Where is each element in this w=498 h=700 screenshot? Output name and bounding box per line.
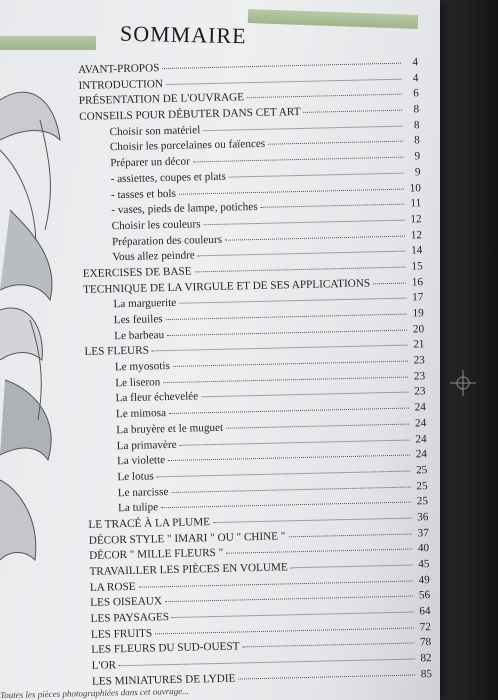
footnote: Toutes les pièces photographiées dans cet ouvrage...	[0, 685, 189, 700]
toc-entry-label: LES FLEURS DU SUD-OUEST	[91, 640, 240, 657]
toc-entry-page: 37	[417, 526, 429, 540]
toc-entry-page: 19	[412, 307, 424, 320]
toc-entry-page: 64	[419, 605, 431, 618]
toc-entry-label: LES OISEAUX	[90, 595, 163, 610]
toc-entry-label: Le mimosa	[115, 407, 167, 421]
toc-entry-page: 9	[414, 166, 421, 179]
toc-entry-label: Choisir les porcelaines ou faïences	[109, 138, 266, 154]
dot-leader	[161, 502, 411, 509]
dot-leader	[195, 267, 406, 273]
toc-entry-page: 24	[414, 401, 427, 414]
toc-entry-page: 15	[411, 260, 423, 273]
toc-entry-page: 25	[415, 464, 428, 477]
toc-entry-page: 36	[417, 511, 429, 524]
toc-entry-label: INTRODUCTION	[78, 77, 164, 92]
registration-mark-icon	[450, 370, 476, 396]
toc-entry-label: Les feuiles	[113, 313, 163, 327]
toc-entry-label: Choisir les couleurs	[111, 218, 201, 233]
toc-entry-page: 12	[410, 228, 423, 242]
toc-entry-page: 12	[410, 213, 422, 226]
toc-entry-page: 56	[418, 589, 431, 602]
dot-leader	[169, 408, 409, 414]
toc-entry-page: 4	[412, 71, 419, 85]
dot-leader	[229, 172, 404, 177]
dot-leader	[179, 298, 406, 304]
toc-entry-label: LES FRUITS	[90, 627, 153, 641]
dot-leader	[155, 627, 414, 634]
toc-entry-label: EXERCISES DE BASE	[82, 265, 192, 280]
dot-leader	[303, 110, 402, 113]
toc-entry-label: - assiettes, coupes et plats	[110, 170, 226, 186]
toc-entry-page: 6	[413, 87, 419, 100]
toc-entry-page: 8	[413, 119, 420, 132]
dot-leader	[168, 455, 410, 461]
toc-entry-page: 20	[412, 322, 425, 336]
toc-entry-label: DÉCOR " MILLE FLEURS "	[89, 547, 224, 563]
toc-entry-label: LA ROSE	[89, 580, 136, 594]
toc-entry-label: DÉCOR STYLE " IMARI " OU " CHINE "	[88, 530, 286, 547]
toc-entry-page: 78	[419, 636, 432, 649]
toc-entry-label: TECHNIQUE DE LA VIRGULE ET DE SES APPLICATIONS	[82, 277, 371, 296]
toc-entry-page: 10	[409, 181, 422, 195]
toc-entry-page: 9	[414, 150, 421, 163]
dot-leader	[243, 643, 415, 648]
toc-entry-label: LES FLEURS	[84, 344, 150, 359]
toc-entry-label: La violette	[116, 454, 166, 468]
dot-leader	[119, 659, 415, 667]
toc-entry-page: 24	[415, 432, 427, 445]
toc-entry-label: - tasses et bols	[110, 187, 177, 201]
toc-entry-page: 16	[411, 275, 424, 289]
toc-entry-label: La marguerite	[113, 297, 177, 311]
dot-leader	[291, 565, 413, 569]
toc-entry-label: TRAVAILLER LES PIÈCES EN VOLUME	[89, 561, 288, 578]
toc-entry-label: L'OR	[91, 659, 117, 672]
toc-entry-page: 23	[413, 354, 425, 367]
toc-entry-label: La fleur échevelée	[115, 390, 199, 405]
page-title: SOMMAIRE	[119, 20, 247, 49]
dot-leader	[225, 235, 405, 240]
toc-entry-page: 11	[410, 197, 422, 210]
toc-entry-label: Préparation des couleurs	[111, 233, 223, 248]
toc-entry-page: 49	[418, 573, 430, 587]
toc-entry-page: 24	[414, 417, 427, 430]
toc-entry-label: PRÉSENTATION DE L'OUVRAGE	[78, 91, 245, 108]
dot-leader	[157, 470, 411, 477]
toc-entry-page: 4	[412, 56, 419, 69]
dot-leader	[247, 94, 402, 99]
toc-entry-page: 24	[415, 448, 428, 461]
toc-entry-page: 8	[413, 103, 420, 116]
toc-entry-label: Choisir son matériel	[109, 123, 201, 139]
dot-leader	[268, 141, 403, 145]
dot-leader	[152, 345, 408, 352]
toc-entry-label: LE TRACÉ À LA PLUME	[88, 516, 211, 531]
dot-leader	[373, 282, 406, 284]
table-of-contents	[78, 56, 432, 691]
toc-entry-page: 45	[418, 558, 430, 571]
toc-entry-label: Le narcisse	[117, 485, 169, 499]
dot-leader	[203, 125, 402, 131]
toc-entry-page: 72	[419, 620, 431, 634]
toc-entry-page: 8	[414, 134, 420, 147]
dot-leader	[173, 361, 408, 367]
toc-entry-page: 14	[410, 244, 423, 257]
toc-entry-label: Vous allez peindre	[112, 249, 195, 264]
dot-leader	[166, 314, 407, 320]
toc-entry-label: - vases, pieds de lampe, potiches	[111, 201, 258, 217]
page-edge	[440, 0, 498, 700]
toc-entry-page: 82	[420, 652, 432, 665]
dot-leader	[139, 580, 413, 587]
morning-glory-illustration	[0, 60, 70, 580]
toc-entry-page: 17	[412, 291, 424, 304]
dot-leader	[162, 63, 401, 69]
dot-leader	[163, 376, 408, 383]
dot-leader	[288, 533, 411, 537]
dot-leader	[261, 204, 405, 208]
toc-entry-label: CONSEILS POUR DÉBUTER DANS CET ART	[79, 106, 301, 124]
toc-entry-page: 25	[416, 479, 428, 492]
toc-entry-page: 21	[413, 338, 425, 351]
toc-entry-label: Le barbeau	[114, 328, 165, 342]
dot-leader	[193, 157, 403, 163]
toc-entry-label: AVANT-PROPOS	[78, 62, 160, 76]
toc-entry-label: La tulipe	[117, 501, 159, 515]
dot-leader	[165, 596, 413, 603]
dot-leader	[238, 674, 415, 679]
dot-leader	[172, 612, 414, 618]
toc-entry-label: Le lotus	[117, 470, 154, 484]
toc-entry-label: LES MINIATURES DE LYDIE	[91, 672, 236, 688]
dot-leader	[201, 392, 408, 398]
toc-entry-page: 40	[417, 542, 430, 555]
dot-leader	[166, 78, 401, 84]
toc-entry-label: Le liseron	[115, 375, 161, 389]
toc-entry-page: 23	[413, 369, 426, 383]
toc-entry-label: La bruyère et le muguet	[116, 421, 224, 437]
dot-leader	[198, 251, 406, 257]
toc-entry-label: La primavère	[116, 438, 177, 452]
toc-entry-page: 85	[420, 667, 433, 681]
toc-entry-label: Le myosotis	[114, 360, 171, 374]
dot-leader	[204, 220, 405, 226]
dot-leader	[171, 486, 410, 492]
dot-leader	[167, 329, 407, 335]
toc-entry-label: LES PAYSAGES	[90, 611, 170, 625]
dot-leader	[226, 423, 409, 428]
dot-leader	[180, 439, 410, 445]
dot-leader	[179, 188, 404, 194]
toc-entry-page: 25	[416, 495, 429, 508]
toc-entry-page: 23	[414, 385, 426, 398]
dot-leader	[226, 549, 412, 554]
title-band-right	[248, 9, 418, 29]
dot-leader	[213, 517, 411, 523]
toc-entry-label: Préparer un décor	[110, 155, 190, 170]
title-band-left	[0, 36, 96, 50]
